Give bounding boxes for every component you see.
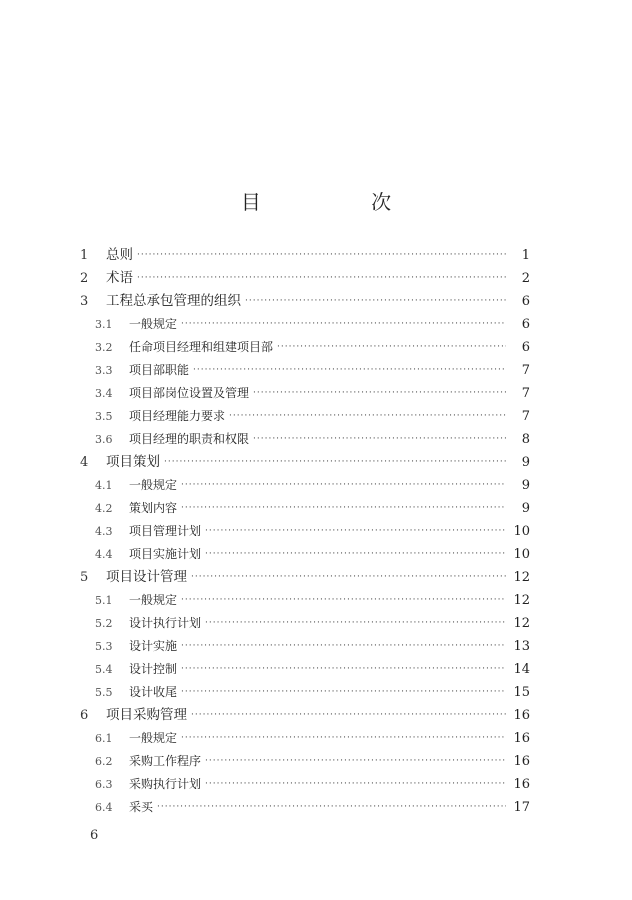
toc-section-entry[interactable] xyxy=(80,589,530,612)
toc-entry-page: 16 xyxy=(513,731,530,746)
toc-entry-page: 17 xyxy=(513,800,530,815)
toc-entry-number: 4 xyxy=(80,455,89,470)
toc-entry-title: 项目策划 xyxy=(106,454,160,470)
toc-chapter-entry[interactable] xyxy=(80,704,530,727)
toc-entry-number: 3.6 xyxy=(95,433,113,446)
toc-entry-title: 项目采购管理 xyxy=(106,707,187,723)
toc-chapter-entry[interactable] xyxy=(80,244,530,267)
dot-leader xyxy=(205,773,506,796)
toc-section-entry[interactable] xyxy=(80,796,530,819)
dot-leader xyxy=(181,635,506,658)
toc-entry-number: 4.1 xyxy=(95,479,113,492)
toc-entry-title: 项目部职能 xyxy=(129,363,190,377)
toc-section-entry[interactable] xyxy=(80,520,530,543)
toc-chapter-entry[interactable] xyxy=(80,451,530,474)
dot-leader xyxy=(229,405,506,428)
toc-chapter-entry[interactable] xyxy=(80,290,530,313)
toc-entry-page: 14 xyxy=(513,662,530,677)
toc-entry-title: 项目实施计划 xyxy=(129,547,202,561)
toc-entry-title: 项目经理能力要求 xyxy=(129,409,226,423)
toc-section-entry[interactable] xyxy=(80,750,530,773)
toc-section-entry[interactable] xyxy=(80,635,530,658)
toc-entry-number: 4.3 xyxy=(95,525,113,538)
dot-leader xyxy=(181,589,506,612)
toc-section-entry[interactable] xyxy=(80,428,530,451)
toc-section-entry[interactable] xyxy=(80,359,530,382)
toc-entry-title: 一般规定 xyxy=(129,317,178,331)
toc-entry-number: 4.2 xyxy=(95,502,113,515)
dot-leader xyxy=(137,267,506,290)
dot-leader xyxy=(191,566,506,589)
page-title: 目 次 xyxy=(240,190,444,214)
toc-entry-number: 3.4 xyxy=(95,387,113,400)
dot-leader xyxy=(205,750,506,773)
dot-leader xyxy=(181,497,506,520)
dot-leader xyxy=(137,244,506,267)
toc-entry-page: 7 xyxy=(521,363,530,378)
toc-entry-title: 采购工作程序 xyxy=(129,754,202,768)
toc-entry-number: 1 xyxy=(80,248,89,263)
dot-leader xyxy=(181,681,506,704)
toc-entry-page: 6 xyxy=(521,340,530,355)
toc-entry-title: 策划内容 xyxy=(129,501,178,515)
dot-leader xyxy=(157,796,506,819)
toc-entry-page: 16 xyxy=(513,708,530,723)
toc-section-entry[interactable] xyxy=(80,336,530,359)
toc-entry-title: 项目管理计划 xyxy=(129,524,202,538)
toc-entry-number: 3 xyxy=(80,294,89,309)
toc-entry-page: 7 xyxy=(521,409,530,424)
toc-entry-page: 10 xyxy=(513,524,530,539)
dot-leader xyxy=(164,451,506,474)
toc-entry-page: 10 xyxy=(513,547,530,562)
toc-entry-page: 7 xyxy=(521,386,530,401)
toc-entry-page: 2 xyxy=(521,271,530,286)
dot-leader xyxy=(205,543,506,566)
toc-section-entry[interactable] xyxy=(80,382,530,405)
toc-section-entry[interactable] xyxy=(80,658,530,681)
toc-entry-title: 术语 xyxy=(106,270,133,286)
toc-entry-number: 3.5 xyxy=(95,410,113,423)
toc-entry-title: 项目经理的职责和权限 xyxy=(129,432,250,446)
toc-chapter-entry[interactable] xyxy=(80,566,530,589)
toc-entry-title: 项目部岗位设置及管理 xyxy=(129,386,250,400)
toc-entry-number: 3.1 xyxy=(95,318,113,331)
dot-leader xyxy=(181,727,506,750)
dot-leader xyxy=(253,382,506,405)
toc-entry-title: 设计控制 xyxy=(129,662,178,676)
dot-leader xyxy=(205,612,506,635)
toc-entry-page: 12 xyxy=(513,593,530,608)
toc-entry-number: 5.4 xyxy=(95,663,113,676)
dot-leader xyxy=(193,359,506,382)
toc-entry-number: 5 xyxy=(80,570,89,585)
toc-entry-number: 4.4 xyxy=(95,548,113,561)
toc-entry-page: 6 xyxy=(521,317,530,332)
toc-entry-number: 5.3 xyxy=(95,640,113,653)
toc-entry-number: 3.3 xyxy=(95,364,113,377)
toc-entry-page: 9 xyxy=(521,478,530,493)
toc-entry-title: 任命项目经理和组建项目部 xyxy=(129,340,274,354)
toc-entry-title: 设计执行计划 xyxy=(129,616,202,630)
toc-entry-number: 5.2 xyxy=(95,617,113,630)
toc-entry-page: 9 xyxy=(521,501,530,516)
toc-section-entry[interactable] xyxy=(80,474,530,497)
toc-entry-title: 一般规定 xyxy=(129,731,178,745)
dot-leader xyxy=(181,474,506,497)
toc-entry-number: 3.2 xyxy=(95,341,113,354)
toc-entry-number: 5.5 xyxy=(95,686,113,699)
dot-leader xyxy=(277,336,506,359)
toc-section-entry[interactable] xyxy=(80,727,530,750)
toc-entry-page: 12 xyxy=(513,570,530,585)
page-number: 6 xyxy=(90,828,99,843)
toc-entry-page: 13 xyxy=(513,639,530,654)
toc-entry-title: 设计实施 xyxy=(129,639,178,653)
toc-section-entry[interactable] xyxy=(80,612,530,635)
toc-section-entry[interactable] xyxy=(80,681,530,704)
toc-entry-title: 项目设计管理 xyxy=(106,569,187,585)
toc-entry-title: 总则 xyxy=(106,247,133,263)
dot-leader xyxy=(181,658,506,681)
toc-entry-page: 6 xyxy=(521,294,530,309)
toc-chapter-entry[interactable] xyxy=(80,267,530,290)
table-of-contents xyxy=(80,244,530,819)
toc-section-entry[interactable] xyxy=(80,497,530,520)
dot-leader xyxy=(181,313,506,336)
toc-entry-number: 6.4 xyxy=(95,801,113,814)
toc-entry-title: 一般规定 xyxy=(129,478,178,492)
toc-entry-title: 采买 xyxy=(129,800,154,814)
dot-leader xyxy=(253,428,506,451)
toc-entry-number: 2 xyxy=(80,271,89,286)
toc-entry-title: 工程总承包管理的组织 xyxy=(106,293,241,309)
toc-entry-title: 一般规定 xyxy=(129,593,178,607)
toc-entry-number: 6 xyxy=(80,708,89,723)
toc-entry-page: 15 xyxy=(513,685,530,700)
toc-entry-page: 12 xyxy=(513,616,530,631)
dot-leader xyxy=(191,704,506,727)
toc-entry-number: 6.2 xyxy=(95,755,113,768)
toc-entry-page: 8 xyxy=(521,432,530,447)
toc-entry-page: 9 xyxy=(521,455,530,470)
toc-entry-number: 6.3 xyxy=(95,778,113,791)
toc-entry-page: 16 xyxy=(513,754,530,769)
toc-section-entry[interactable] xyxy=(80,773,530,796)
toc-entry-page: 16 xyxy=(513,777,530,792)
dot-leader xyxy=(205,520,506,543)
toc-section-entry[interactable] xyxy=(80,405,530,428)
toc-section-entry[interactable] xyxy=(80,313,530,336)
toc-entry-title: 设计收尾 xyxy=(129,685,178,699)
toc-entry-page: 1 xyxy=(521,248,530,263)
toc-section-entry[interactable] xyxy=(80,543,530,566)
toc-entry-title: 采购执行计划 xyxy=(129,777,202,791)
dot-leader xyxy=(245,290,506,313)
toc-entry-number: 6.1 xyxy=(95,732,113,745)
toc-entry-number: 5.1 xyxy=(95,594,113,607)
